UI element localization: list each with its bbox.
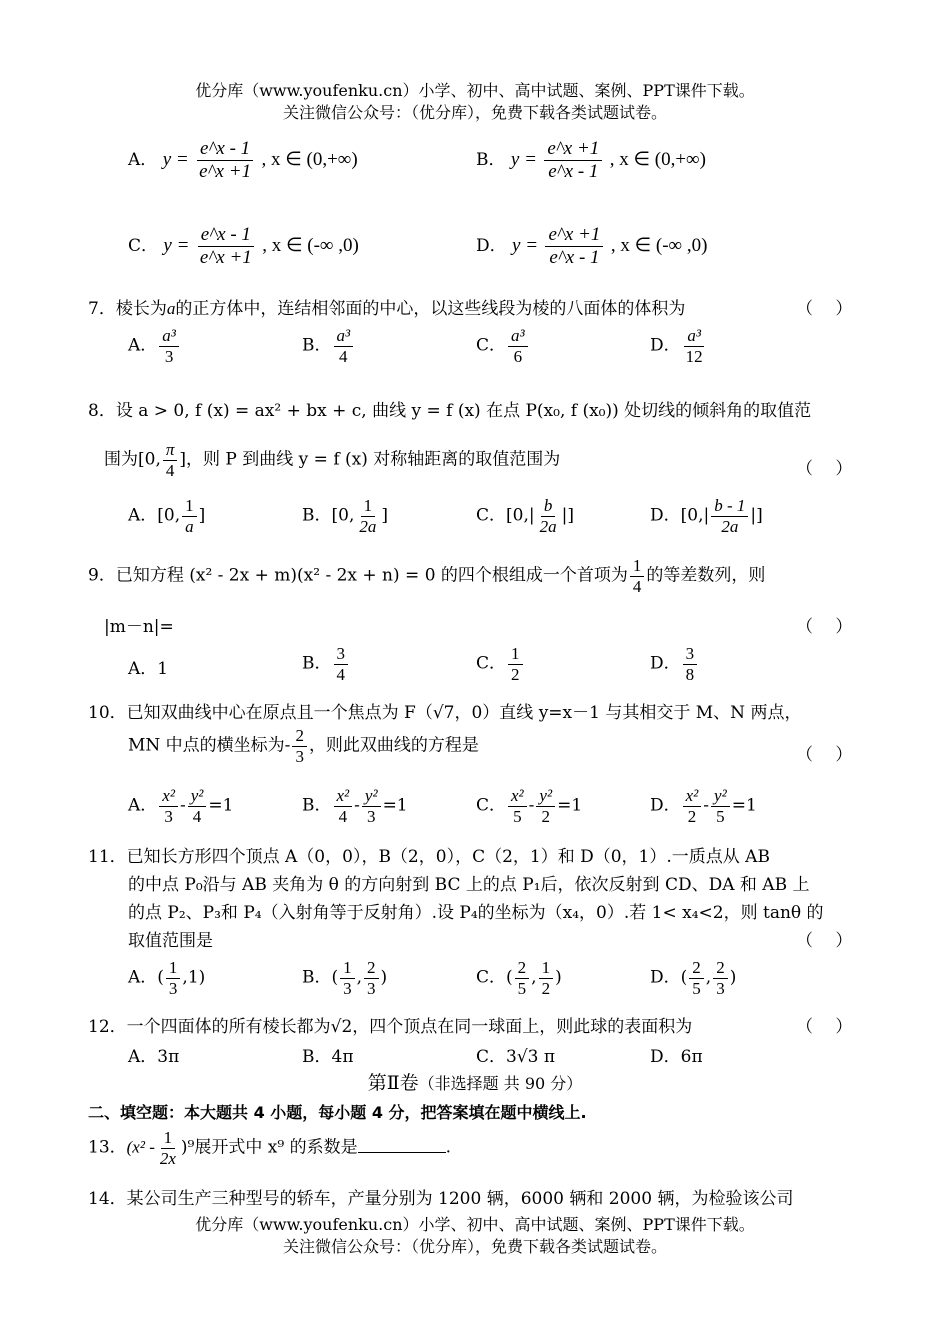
frac-num: a³ (684, 326, 704, 347)
frac-den: 4 (192, 806, 202, 826)
option-post: |] (750, 505, 763, 526)
q13-end: . (445, 1137, 451, 1158)
frac-num: 1 (340, 958, 355, 979)
frac-num: b (541, 496, 556, 517)
frac-den: 4 (632, 576, 642, 596)
q8-option-b (302, 496, 388, 536)
q7-stem-b: 的正方体中，连结相邻面的中心，以这些线段为棱的八面体的体积为 (175, 299, 686, 319)
frac-den: 3 (164, 806, 173, 826)
option-label: A． (128, 505, 158, 526)
q6-d-den: e^x - 1 (549, 246, 600, 268)
frac-num: x² (683, 786, 702, 807)
frac-num: x² (159, 786, 178, 807)
option-label: C． (476, 505, 507, 526)
equals-one: =1 (208, 795, 234, 816)
option-label: D． (650, 1047, 681, 1067)
option-label: C． (476, 1047, 507, 1067)
frac-den: 3 (367, 978, 376, 998)
frac-den: 2a (721, 516, 739, 536)
q7-option-d (650, 326, 708, 366)
q6-c-domain: , x ∈ (-∞ ,0) (262, 234, 359, 256)
q7-option-a (128, 326, 181, 366)
option-label: B． (302, 335, 332, 356)
frac-num: y² (536, 786, 555, 807)
q6-option-c: C． y = $\frac{e\^{}x - 1}{e\^{}x +1}$ , x ∈ (-∞ ,0) (128, 224, 359, 268)
q8-option-a (128, 496, 205, 536)
minus-sign: - (528, 795, 535, 816)
q6-c-num: e^x - 1 (198, 224, 254, 247)
q11-option-a: A．( $\frac{1}{3}$ ,1) (128, 958, 206, 998)
frac-num: 1 (630, 556, 645, 577)
frac-num: x² (508, 786, 527, 807)
q6-option-a: A． y = $\frac{e\^{}x - 1}{e\^{}x +1}$ , x ∈ (0,+∞) (128, 138, 358, 182)
option-label: B． (302, 653, 332, 674)
q10-paren: （ ） (796, 745, 853, 765)
q6-b-den: e^x - 1 (548, 160, 599, 182)
q9-paren: （ ） (796, 617, 853, 637)
frac-den: 3 (366, 806, 376, 826)
q9-line-1 (88, 556, 765, 596)
frac-den: 3 (343, 978, 352, 998)
q10-option-c (476, 786, 582, 826)
footer-line-1: 优分库（www.youfenku.cn）小学、初中、高中试题、案例、PPT课件下载。 (195, 1215, 755, 1234)
frac-num: 1 (508, 644, 523, 665)
frac-den: 2 (541, 978, 551, 998)
frac-den: 2 (687, 806, 697, 826)
frac-num: a³ (159, 326, 179, 347)
frac-num: 3 (334, 644, 349, 665)
q11-paren: （ ） (796, 931, 853, 951)
footer-line-2: 关注微信公众号：（优分库），免费下载各类试题试卷。 (282, 1237, 667, 1256)
part2-subtitle: （非选择题 共 90 分） (418, 1074, 583, 1093)
option-pre: [0, (331, 505, 355, 526)
option-text: 3√3 π (506, 1047, 556, 1067)
option-label: B． (302, 1047, 332, 1067)
frac-num: 2 (292, 726, 307, 747)
q6-b-domain: , x ∈ (0,+∞) (609, 148, 706, 170)
frac-den: 12 (685, 346, 703, 366)
option-label: D． (650, 505, 681, 526)
option-post: ] (198, 505, 206, 526)
option-text: 1 (157, 659, 169, 679)
q10-option-a (128, 786, 233, 826)
equals-one: =1 (382, 795, 408, 816)
q11-option-d: D．( $\frac{2}{5}$ , $\frac{2}{3}$ ) (650, 958, 737, 998)
frac-den: 3 (295, 746, 304, 766)
q7-option-c (476, 326, 530, 366)
equals-one: =1 (731, 795, 757, 816)
q7-option-b (302, 326, 355, 366)
option-label: A． (128, 659, 158, 679)
q10-option-d (650, 786, 757, 826)
frac-den: 3 (168, 978, 178, 998)
q11-line-4: 取值范围是 (128, 931, 213, 951)
q7-var: a (166, 299, 176, 318)
frac-den: 8 (685, 664, 695, 684)
q12-paren: （ ） (796, 1017, 853, 1037)
q11-line-3: 的点 P₂、P₃和 P₄（入射角等于反射角）.设 P₄的坐标为（x₄，0）.若 1< x₄<2，则 tanθ 的 (128, 903, 824, 923)
q12-option-b (302, 1042, 354, 1067)
frac-den: 2 (541, 806, 550, 826)
frac-den: 2a (539, 516, 557, 536)
section-heading: 二、填空题：本大题共 4 小题，每小题 4 分，把答案填在题中横线上. (88, 1103, 587, 1122)
q11-option-c: C．( $\frac{2}{5}$ , $\frac{1}{2}$ ) (476, 958, 562, 998)
option-post: |] (561, 505, 574, 526)
q10-line2-a: MN 中点的横坐标为- (128, 735, 291, 756)
option-label: C． (476, 335, 507, 356)
option-label: C． (476, 967, 507, 988)
q11-option-b: B．( $\frac{1}{3}$ , $\frac{2}{3}$ ) (302, 958, 388, 998)
frac-num: 3 (683, 644, 698, 665)
q9-option-c (476, 644, 525, 684)
q8-option-c (476, 496, 574, 536)
option-label: D． (650, 967, 681, 988)
q6-d-domain: , x ∈ (-∞ ,0) (610, 234, 708, 256)
q8-line2-a: 围为[0, (104, 449, 161, 470)
q6-b-num: e^x +1 (544, 138, 602, 161)
frac-den: 4 (165, 460, 175, 480)
frac-den: 4 (339, 346, 348, 366)
q7-paren: （ ） (796, 299, 853, 319)
frac-num: x² (334, 786, 353, 807)
q8-line2-b: ]，则 P 到曲线 y = f (x) 对称轴距离的取值范围为 (179, 449, 561, 470)
option-text: 6π (680, 1047, 703, 1067)
frac-num: y² (362, 786, 381, 807)
frac-num: 1 (161, 1128, 176, 1149)
frac-num: π (163, 440, 178, 461)
q10-option-b (302, 786, 408, 826)
frac-den: 6 (513, 346, 523, 366)
frac-num: 2 (689, 958, 704, 979)
frac-den: 3 (164, 346, 174, 366)
q6-d-num: e^x +1 (545, 224, 603, 247)
q6-option-b: B． y = $\frac{e\^{}x +1}{e\^{}x - 1}$ , x ∈ (0,+∞) (476, 138, 706, 182)
frac-num: 2 (713, 958, 728, 979)
option-pre: [0,| (506, 505, 535, 526)
q10-line-1: 10．已知双曲线中心在原点且一个焦点为 F（√7，0）直线 y=x－1 与其相交于 M、N 两点， (88, 703, 802, 723)
frac-den: 5 (513, 806, 522, 826)
q7-stem-a: 7．棱长为 (88, 299, 167, 319)
header-line-2: 关注微信公众号：（优分库），免费下载各类试题试卷。 (282, 103, 667, 122)
frac-den: 2x (159, 1148, 176, 1168)
q13-label: 13． (88, 1137, 127, 1158)
q13-text: 展开式中 x⁹ 的系数是 (194, 1137, 358, 1158)
frac-den: 5 (692, 978, 701, 998)
q8-line-1: 8．设 a > 0, f (x) = ax² + bx + c, 曲线 y = f (x) 在点 P(x₀, f (x₀)) 处切线的倾斜角的取值范 (88, 401, 812, 421)
minus-sign: - (179, 795, 186, 816)
frac-num: a³ (508, 326, 528, 347)
q14-line-1: 14．某公司生产三种型号的轿车，产量分别为 1200 辆，6000 辆和 2000 辆，为检验该公司 (88, 1189, 794, 1209)
q9-option-d (650, 644, 699, 684)
minus-sign: - (354, 795, 360, 816)
q13-expr-a: (x² - (126, 1137, 155, 1157)
minus-sign: - (703, 795, 710, 816)
option-text: 4π (331, 1047, 354, 1067)
q9-option-b (302, 644, 350, 684)
option-label: A． (128, 795, 158, 816)
part2-title: 第Ⅱ卷 (367, 1072, 419, 1094)
option-label: D． (650, 795, 681, 816)
frac-num: b - 1 (711, 496, 748, 517)
frac-num: 1 (166, 958, 181, 979)
q11-line-1: 11．已知长方形四个顶点 A（0，0），B（2，0），C（2，1）和 D（0，1）.一质点从 AB (88, 847, 770, 867)
frac-den: 2a (359, 516, 377, 536)
option-post: ] (381, 505, 388, 526)
q12-option-d (650, 1042, 703, 1067)
q8-option-d (650, 496, 763, 536)
frac-num: 2 (515, 958, 530, 979)
option-label: A． (128, 149, 158, 170)
option-label: C． (476, 653, 507, 674)
frac-den: 4 (336, 664, 345, 684)
q12-option-a (128, 1042, 179, 1067)
option-tail: ,1) (182, 967, 206, 988)
frac-num: 1 (182, 496, 197, 517)
frac-num: 1 (539, 958, 554, 979)
q13 (88, 1128, 451, 1168)
q12-stem: 12．一个四面体的所有棱长都为√2，四个顶点在同一球面上，则此球的表面积为 (88, 1017, 693, 1037)
header-line-1: 优分库（www.youfenku.cn）小学、初中、高中试题、案例、PPT课件下载。 (195, 81, 755, 100)
frac-den: 4 (338, 806, 348, 826)
frac-den: 3 (716, 978, 725, 998)
option-label: D． (650, 335, 681, 356)
option-text: 3π (157, 1047, 180, 1067)
q6-c-den: e^x +1 (199, 246, 252, 268)
frac-den: 5 (716, 806, 725, 826)
q8-line-2 (104, 440, 560, 480)
part2-heading (0, 1068, 950, 1095)
q10-line2-b: ，则此双曲线的方程是 (308, 735, 479, 756)
frac-num: a³ (334, 326, 354, 347)
q7-stem (88, 294, 685, 319)
option-label: B． (302, 967, 332, 988)
q6-option-d: D． y = $\frac{e\^{}x +1}{e\^{}x - 1}$ , x ∈ (-∞ ,0) (476, 224, 708, 268)
option-label: C． (128, 235, 159, 256)
option-label: A． (128, 967, 158, 988)
frac-num: 1 (361, 496, 376, 517)
q6-a-num: e^x - 1 (197, 138, 253, 161)
q9-stem-a: 9．已知方程 (x² - 2x + m)(x² - 2x + n) = 0 的四个根组成一个首项为 (88, 565, 628, 586)
option-label: D． (476, 235, 507, 256)
q13-expr-b: )⁹ (180, 1137, 195, 1158)
q6-a-domain: , x ∈ (0,+∞) (261, 148, 358, 170)
option-label: D． (650, 653, 681, 674)
option-label: A． (128, 1047, 158, 1067)
q8-paren: （ ） (796, 459, 853, 479)
q11-line-2: 的中点 P₀沿与 AB 夹角为 θ 的方向射到 BC 上的点 P₁后，依次反射到 CD、DA 和 AB 上 (128, 875, 810, 895)
frac-num: y² (188, 786, 207, 807)
q9-option-a (128, 654, 168, 679)
q9-stem-b: 的等差数列，则 (646, 565, 766, 586)
q6-a-den: e^x +1 (199, 160, 252, 182)
q10-line-2 (128, 726, 479, 766)
option-pre: [0, (157, 505, 181, 526)
equals-one: =1 (557, 795, 583, 816)
option-label: B． (476, 149, 506, 170)
option-label: C． (476, 795, 507, 816)
answer-blank[interactable] (358, 1136, 446, 1153)
q9-line-2: |m－n|= (104, 617, 174, 637)
q12-option-c (476, 1042, 555, 1067)
option-label: B． (302, 505, 332, 526)
frac-den: 5 (517, 978, 527, 998)
frac-den: a (185, 516, 194, 536)
option-label: A． (128, 335, 158, 356)
frac-den: 2 (511, 664, 520, 684)
frac-num: 2 (364, 958, 379, 979)
option-pre: [0,| (680, 505, 710, 526)
option-label: B． (302, 795, 332, 816)
frac-num: y² (711, 786, 730, 807)
